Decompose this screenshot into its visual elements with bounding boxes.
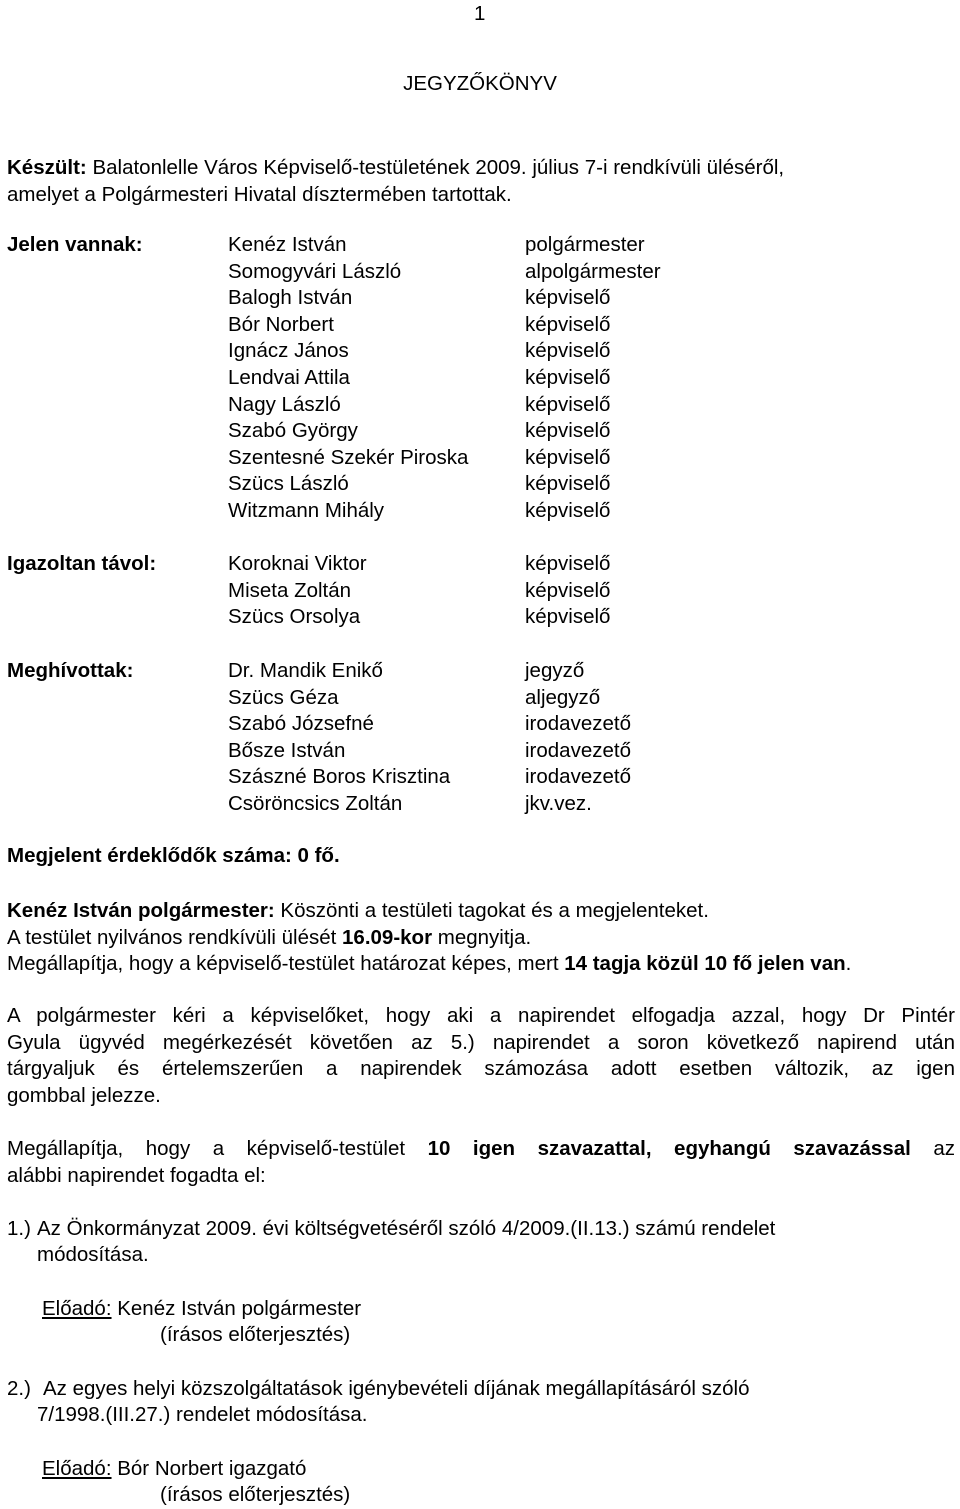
attendee-row: [0, 685, 960, 711]
attendee-row: [0, 738, 960, 764]
attendee-name: Szücs László: [228, 472, 349, 496]
intro-line-1: Balatonlelle Város Képviselő-testületének 2009. július 7-i rendkívüli üléséről,: [92, 156, 785, 179]
agenda-2-presenter: [42, 1456, 306, 1482]
attendee-role: irodavezető: [525, 712, 631, 736]
attendee-role: képviselő: [525, 499, 611, 522]
attendee-role: jegyző: [525, 659, 585, 682]
attendee-name: Szücs Géza: [228, 685, 339, 709]
attendee-role: aljegyző: [525, 685, 601, 709]
agenda-2-note: (írásos előterjesztés): [160, 1483, 351, 1506]
attendee-name: Lendvai Attila: [228, 366, 350, 389]
attendee-row: [0, 418, 960, 444]
attendee-row: [0, 791, 960, 817]
opening-line-3a: Megállapítja, hogy a képviselő-testület határozat képes, mert: [7, 952, 565, 975]
attendee-name: Bősze István: [228, 738, 346, 762]
attendee-role: polgármester: [525, 233, 645, 256]
attendee-role: képviselő: [525, 445, 611, 469]
attendee-row: [0, 392, 960, 418]
intro: [7, 155, 784, 208]
attendee-row: [0, 498, 960, 524]
attendee-row: [0, 578, 960, 604]
opening-line-2a: A testület nyilvános rendkívüli ülését: [7, 925, 343, 949]
attendee-role: képviselő: [525, 578, 611, 602]
agenda-2-title-line-1: Az egyes helyi közszolgáltatások igénybevételi díjának megállapításáról szóló: [43, 1377, 750, 1400]
attendee-row: [0, 259, 960, 285]
attendee-name: Szabó György: [228, 419, 358, 443]
attendee-row: [0, 365, 960, 391]
agenda-1-presenter: [42, 1296, 361, 1322]
intro-label: Készült:: [7, 156, 87, 179]
vote-text-a: Megállapítja, hogy a képviselő-testület: [7, 1137, 428, 1160]
attendee-row: [0, 711, 960, 737]
attendee-role: képviselő: [525, 419, 611, 443]
vote-paragraph: [7, 1136, 955, 1189]
attendance-count: Megjelent érdeklődők száma: 0 fő.: [7, 844, 340, 867]
attendee-role: képviselő: [525, 392, 611, 416]
opening-paragraph: [7, 898, 851, 978]
request-line: gombbal jelezze.: [7, 1083, 161, 1107]
absent-label: Igazoltan távol:: [7, 552, 157, 575]
page-title: JEGYZŐKÖNYV: [403, 72, 557, 95]
attendee-name: Ignácz János: [228, 339, 349, 363]
page-number: 1: [474, 2, 486, 25]
vote-text-b: az: [910, 1137, 955, 1160]
request-line: tárgyaljuk és értelemszerűen a napirendek számozása adott esetben változik, az igen: [7, 1057, 955, 1080]
attendee-role: képviselő: [525, 366, 611, 389]
attendee-name: Somogyvári László: [228, 259, 402, 283]
attendee-row: [0, 551, 960, 577]
presenter-label: Előadó:: [42, 1297, 112, 1320]
presenter-label: Előadó:: [42, 1457, 112, 1480]
request-paragraph: [7, 1003, 955, 1109]
attendee-role: képviselő: [525, 605, 611, 629]
agenda-1-note: (írásos előterjesztés): [160, 1323, 351, 1346]
attendee-role: képviselő: [525, 339, 611, 363]
attendee-name: Koroknai Viktor: [228, 552, 367, 575]
attendee-row: [0, 604, 960, 630]
opening-time: 16.09-kor: [342, 925, 433, 949]
present-label: Jelen vannak:: [7, 233, 143, 256]
attendee-row: [0, 764, 960, 790]
attendee-role: jkv.vez.: [525, 792, 592, 815]
vote-line-2: alábbi napirendet fogadta el:: [7, 1163, 266, 1187]
vote-line-1: [7, 1136, 955, 1163]
attendee-name: Szabó Józsefné: [228, 712, 374, 736]
opening-greeting: Köszönti a testületi tagokat és a megjelenteket.: [274, 899, 709, 922]
presenter-name: Kenéz István polgármester: [117, 1297, 362, 1320]
opening-line-2b: megnyitja.: [432, 925, 532, 949]
request-line: A polgármester kéri a képviselőket, hogy aki a napirendet elfogadja azzal, hogy Dr Pintér: [7, 1004, 955, 1027]
agenda-1-number: 1.): [7, 1217, 31, 1240]
attendee-role: irodavezető: [525, 765, 631, 789]
attendee-row: [0, 232, 960, 258]
agenda-2-number: 2.): [7, 1377, 31, 1400]
intro-line-2: amelyet a Polgármesteri Hivatal dísztermében tartottak.: [7, 182, 512, 206]
opening-line-3b: .: [845, 952, 852, 975]
attendee-role: irodavezető: [525, 738, 631, 762]
attendee-role: képviselő: [525, 312, 611, 336]
attendee-role: képviselő: [525, 286, 611, 310]
agenda-1-title-line-2: módosítása.: [37, 1243, 149, 1266]
attendee-name: Witzmann Mihály: [228, 499, 385, 522]
attendee-name: Nagy László: [228, 392, 341, 416]
vote-result: 10 igen szavazattal, egyhangú szavazással: [427, 1137, 911, 1160]
attendee-name: Balogh István: [228, 286, 353, 310]
attendee-row: [0, 285, 960, 311]
attendee-role: alpolgármester: [525, 259, 661, 283]
attendee-role: képviselő: [525, 472, 611, 496]
invited-label: Meghívottak:: [7, 659, 134, 682]
presenter-name: Bór Norbert igazgató: [117, 1457, 307, 1480]
attendee-name: Szücs Orsolya: [228, 605, 361, 629]
opening-speaker: Kenéz István polgármester:: [7, 899, 275, 922]
attendee-name: Szentesné Szekér Piroska: [228, 445, 469, 469]
attendee-role: képviselő: [525, 552, 611, 575]
attendee-name: Kenéz István: [228, 233, 347, 256]
attendee-row: [0, 338, 960, 364]
attendee-name: Szászné Boros Krisztina: [228, 765, 451, 789]
request-line: Gyula ügyvéd megérkezését követően az 5.) napirendet a soron következő napirend után: [7, 1030, 955, 1054]
agenda-1-title-line-1: Az Önkormányzat 2009. évi költségvetéséről szóló 4/2009.(II.13.) számú rendelet: [37, 1217, 776, 1240]
attendee-row: [0, 658, 960, 684]
attendee-name: Dr. Mandik Enikő: [228, 659, 383, 682]
attendee-row: [0, 445, 960, 471]
attendee-row: [0, 312, 960, 338]
attendee-name: Csöröncsics Zoltán: [228, 792, 403, 815]
attendee-name: Bór Norbert: [228, 312, 334, 336]
agenda-2-title-line-2: 7/1998.(III.27.) rendelet módosítása.: [37, 1403, 368, 1426]
attendee-row: [0, 471, 960, 497]
attendee-name: Miseta Zoltán: [228, 578, 352, 602]
quorum-statement: 14 tagja közül 10 fő jelen van: [564, 952, 846, 975]
